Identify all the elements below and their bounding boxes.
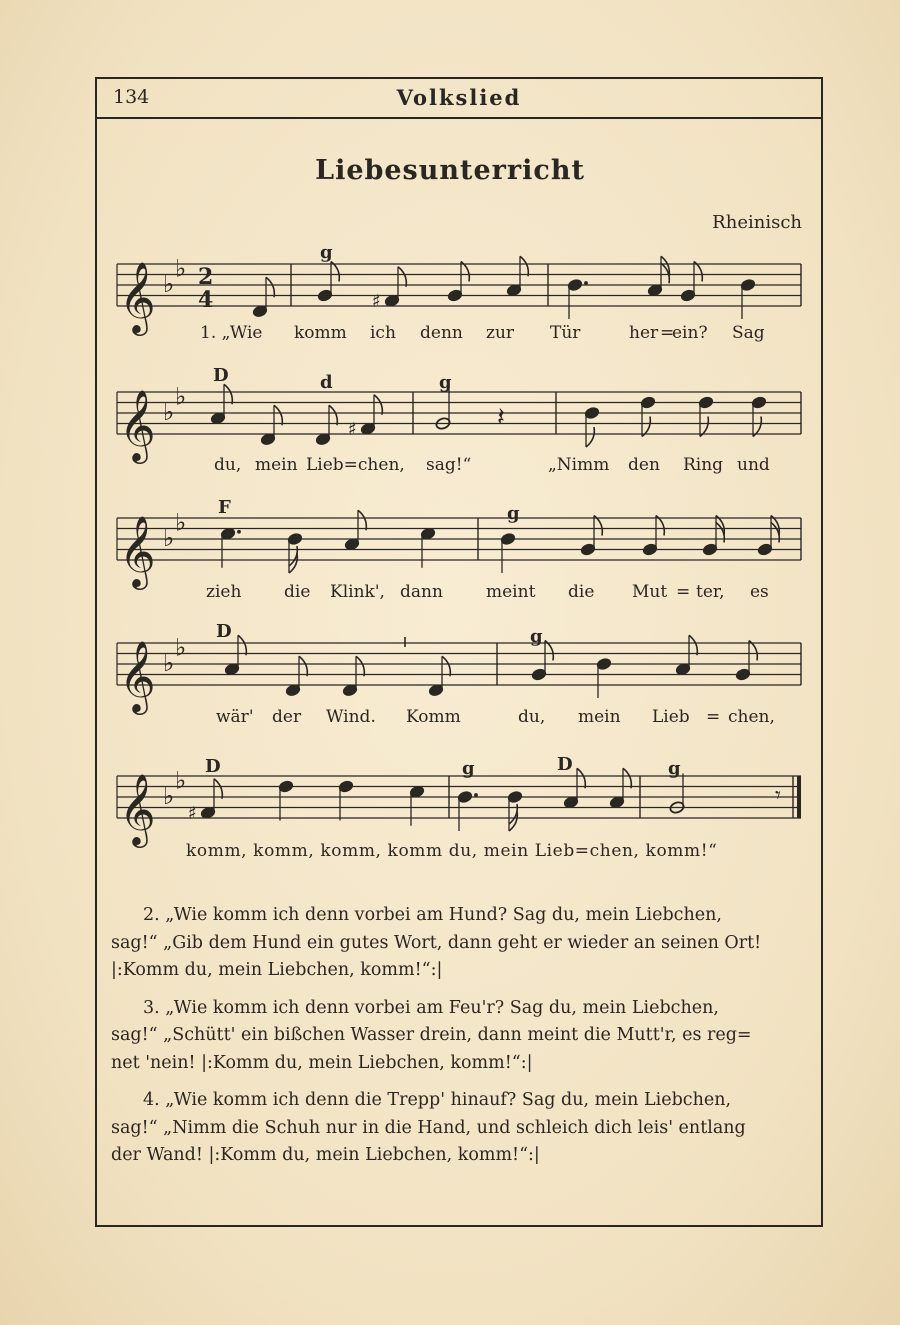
sharp-sign: ♯ [348, 418, 357, 440]
flat-sign: ♭ [175, 508, 187, 537]
chord-symbol: D [205, 756, 221, 777]
chord-symbol: D [216, 621, 232, 642]
lyric-syllable: ein? [672, 323, 708, 343]
verse-line: net 'nein! |:Komm du, mein Liebchen, komm!“:| [111, 1052, 533, 1073]
note-flag [623, 768, 631, 788]
chord-symbol: g [320, 242, 333, 263]
verse-line: sag!“ „Nimm die Schuh nur in die Hand, und schleich dich leis' entlang [111, 1117, 746, 1138]
verse-3 [111, 995, 803, 1078]
sharp-sign: ♯ [188, 802, 197, 824]
lyric-syllable: Mut [632, 582, 668, 602]
lyric-syllable: Sag [732, 323, 765, 343]
flat-sign: ♭ [175, 382, 187, 411]
note-flag [689, 635, 697, 655]
chord-symbol: g [462, 758, 475, 779]
lyric-syllable: Klink', [330, 582, 385, 602]
lyric-syllable: Lieb=chen, [306, 455, 405, 475]
verse-2 [111, 902, 803, 985]
flat-sign: ♭ [163, 270, 175, 298]
chord-symbol: D [213, 365, 229, 386]
note-flag [520, 256, 528, 276]
lyric-syllable: und [737, 455, 770, 475]
lyric-syllable: Lieb [652, 707, 690, 727]
lyric-syllable: denn [420, 323, 463, 343]
chord-symbol: F [218, 497, 231, 518]
lyric-syllable: der [272, 707, 302, 727]
time-signature-top: 2 [198, 264, 214, 290]
running-head: Volkslied [396, 85, 522, 110]
lyric-syllable: wär' [216, 707, 254, 727]
chord-symbol: g [439, 372, 452, 393]
lyric-syllable: sag!“ [426, 455, 472, 475]
note-flag [356, 656, 364, 676]
lyric-syllable: die [568, 582, 595, 602]
lyric-syllable: Tür [550, 323, 581, 343]
lyric-syllable: zur [486, 323, 515, 343]
lyric-syllable: zieh [206, 582, 242, 602]
chord-symbol: g [507, 503, 520, 524]
quarter-rest: 𝄽 [497, 402, 505, 433]
lyric-syllable: den [628, 455, 660, 475]
lyric-syllable: die [284, 582, 311, 602]
additional-verses [111, 902, 803, 1180]
note-flag [299, 656, 307, 676]
flat-sign: ♭ [175, 254, 187, 283]
chord-symbol: g [668, 758, 681, 779]
sharp-sign: ♯ [372, 290, 381, 312]
note-flag [442, 656, 450, 676]
time-signature-bottom: 4 [198, 287, 214, 313]
lyric-syllable: dann [400, 582, 443, 602]
lyric-syllable: ter, [696, 582, 725, 602]
flat-sign: ♭ [175, 766, 187, 795]
song-title: Liebesunterricht [315, 155, 585, 186]
verse-line: 3. „Wie komm ich denn vorbei am Feu'r? Sag du, mein Liebchen, [143, 997, 719, 1018]
note-flag [374, 395, 382, 415]
treble-clef: 𝄞 [119, 639, 156, 712]
treble-clef: 𝄞 [119, 260, 156, 333]
note-flag [398, 267, 406, 287]
chord-symbol: D [557, 754, 573, 775]
verse-line: 4. „Wie komm ich denn die Trepp' hinauf? Sag du, mein Liebchen, [143, 1090, 732, 1110]
lyric-hyphen: = [660, 323, 675, 343]
flat-sign: ♭ [163, 524, 175, 552]
lyric-hyphen: = [706, 707, 721, 727]
lyric-syllable: meint [486, 582, 536, 602]
note-flag [329, 405, 337, 425]
lyric-syllable: „Nimm [548, 455, 610, 475]
flat-sign: ♭ [163, 649, 175, 677]
note-flag [577, 768, 585, 788]
verse-line: 2. „Wie komm ich denn vorbei am Hund? Sag du, mein Liebchen, [143, 905, 722, 925]
verse-line: sag!“ „Schütt' ein bißchen Wasser drein, dann meint die Mutt'r, es reg= [111, 1025, 752, 1045]
lyric-syllable: Komm [406, 707, 461, 727]
song-origin: Rheinisch [712, 212, 802, 233]
treble-clef: 𝄞 [119, 772, 156, 845]
treble-clef: 𝄞 [119, 514, 156, 587]
verse-line: der Wand! |:Komm du, mein Liebchen, komm!“:| [111, 1145, 540, 1165]
note-flag [358, 510, 366, 530]
verse-4 [111, 1087, 803, 1170]
note-dot [584, 281, 588, 285]
note-dot [474, 793, 478, 797]
lyric-syllable: ich [370, 323, 396, 343]
note-flag [214, 779, 222, 799]
flat-sign: ♭ [163, 782, 175, 810]
note-flag [238, 635, 246, 655]
note-flag [224, 384, 232, 404]
lyric-syllable: mein [578, 707, 621, 727]
lyric-syllable: Ring [683, 455, 724, 475]
chord-symbol: g [530, 626, 543, 647]
lyric-hyphen: = [676, 582, 691, 602]
eighth-rest: 𝄾 [775, 783, 781, 809]
note-flag [586, 427, 594, 447]
lyric-syllable: komm [294, 323, 347, 343]
note-dot [237, 530, 241, 534]
verse-line: |:Komm du, mein Liebchen, komm!“:| [111, 960, 443, 980]
lyric-syllable: du, [214, 455, 242, 475]
lyric-syllable: du, [518, 707, 546, 727]
note-flag [266, 277, 274, 297]
lyric-syllable: her [629, 323, 659, 343]
flat-sign: ♭ [175, 633, 187, 662]
verse-line: sag!“ „Gib dem Hund ein gutes Wort, dann geht er wieder an seinen Ort! [111, 932, 762, 953]
lyric-syllable: es [750, 582, 769, 602]
flat-sign: ♭ [163, 398, 175, 426]
chord-symbol: d [320, 372, 333, 393]
lyric-syllable: 1. „Wie [200, 323, 263, 343]
lyric-line: komm, komm, komm, komm du, mein Lieb=chen, komm!“ [186, 841, 718, 861]
lyric-syllable: Wind. [326, 707, 376, 727]
lyric-syllable: chen, [728, 707, 775, 727]
page-number: 134 [113, 86, 150, 108]
lyric-syllable: mein [255, 455, 298, 475]
note-flag [274, 405, 282, 425]
treble-clef: 𝄞 [119, 388, 156, 461]
